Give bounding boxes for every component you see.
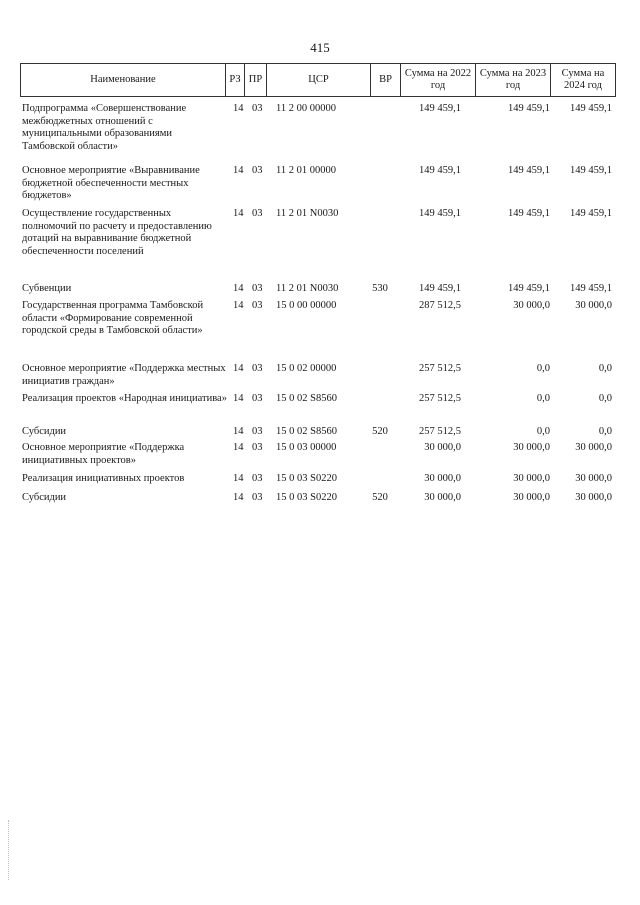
- row-sum-2023: 0,0: [536, 426, 550, 437]
- row-name: Субвенции: [22, 283, 72, 294]
- row-name: Основное мероприятие «Выравнивание бюджетной обеспеченности местных бюджетов»: [22, 165, 200, 201]
- row-name: Реализация инициативных проектов: [22, 473, 185, 484]
- row-sum-2023: 0,0: [536, 393, 550, 404]
- row-sum-2024: 149 459,1: [570, 208, 612, 219]
- row-name: Основное мероприятие «Поддержка местных инициатив граждан»: [22, 363, 226, 387]
- row-pr: 03: [252, 165, 263, 176]
- row-sum-2022: 30 000,0: [424, 473, 461, 484]
- header-rz: РЗ: [226, 64, 245, 97]
- header-name: Наименование: [21, 64, 226, 97]
- row-sum-2023: 0,0: [536, 363, 550, 374]
- row-rz: 14: [233, 208, 244, 219]
- row-sum-2024: 0,0: [598, 393, 612, 404]
- row-sum-2022: 257 512,5: [419, 426, 461, 437]
- row-rz: 14: [233, 426, 244, 437]
- row-sum-2022: 30 000,0: [424, 492, 461, 503]
- row-sum-2023: 30 000,0: [513, 492, 550, 503]
- row-sum-2024: 149 459,1: [570, 103, 612, 114]
- header-sum-2022: Сумма на 2022 год: [401, 64, 476, 97]
- row-name: Субсидии: [22, 426, 67, 437]
- row-csr: 11 2 01 N0030: [276, 208, 339, 219]
- row-sum-2022: 149 459,1: [419, 103, 461, 114]
- row-name: Основное мероприятие «Поддержка инициативных проектов»: [22, 442, 185, 466]
- row-sum-2022: 257 512,5: [419, 363, 461, 374]
- row-pr: 03: [252, 492, 263, 503]
- row-rz: 14: [233, 300, 244, 311]
- header-csr: ЦСР: [267, 64, 371, 97]
- row-vr: 530: [372, 283, 388, 294]
- header-sum-2024: Сумма на 2024 год: [551, 64, 616, 97]
- row-csr: 15 0 02 S8560: [276, 426, 337, 437]
- row-vr: 520: [372, 492, 388, 503]
- row-sum-2023: 30 000,0: [513, 442, 550, 453]
- row-name: Осуществление государственных полномочий по расчету и предоставлению дотаций на выравнивание бюджетной обеспеченности поселений: [22, 208, 212, 257]
- row-csr: 15 0 03 00000: [276, 442, 337, 453]
- row-name: Подпрограмма «Совершенствование межбюджетных отношений с муниципальными образованиями Тамбовской области»: [22, 103, 187, 152]
- row-sum-2022: 30 000,0: [424, 442, 461, 453]
- header-vr: ВР: [371, 64, 401, 97]
- row-csr: 15 0 03 S0220: [276, 492, 337, 503]
- header-sum-2023: Сумма на 2023 год: [476, 64, 551, 97]
- row-sum-2024: 30 000,0: [575, 473, 612, 484]
- row-sum-2022: 149 459,1: [419, 283, 461, 294]
- row-sum-2024: 0,0: [598, 426, 612, 437]
- row-name: Субсидии: [22, 492, 67, 503]
- row-sum-2022: 149 459,1: [419, 165, 461, 176]
- row-csr: 15 0 03 S0220: [276, 473, 337, 484]
- row-name: Государственная программа Тамбовской области «Формирование современной городской среды в Тамбовской области»: [22, 300, 204, 336]
- row-rz: 14: [233, 492, 244, 503]
- row-csr: 15 0 00 00000: [276, 300, 337, 311]
- budget-table-header: [20, 63, 616, 97]
- row-sum-2024: 30 000,0: [575, 442, 612, 453]
- row-pr: 03: [252, 473, 263, 484]
- row-pr: 03: [252, 442, 263, 453]
- row-rz: 14: [233, 363, 244, 374]
- row-pr: 03: [252, 393, 263, 404]
- row-rz: 14: [233, 473, 244, 484]
- row-sum-2023: 30 000,0: [513, 300, 550, 311]
- scan-edge-mark: [8, 820, 10, 880]
- row-vr: 520: [372, 426, 388, 437]
- row-pr: 03: [252, 363, 263, 374]
- row-csr: 15 0 02 S8560: [276, 393, 337, 404]
- row-csr: 15 0 02 00000: [276, 363, 337, 374]
- row-rz: 14: [233, 165, 244, 176]
- row-sum-2024: 30 000,0: [575, 300, 612, 311]
- page-number: 415: [310, 40, 330, 55]
- row-pr: 03: [252, 426, 263, 437]
- row-sum-2024: 0,0: [598, 363, 612, 374]
- row-sum-2022: 257 512,5: [419, 393, 461, 404]
- row-sum-2023: 30 000,0: [513, 473, 550, 484]
- row-sum-2022: 287 512,5: [419, 300, 461, 311]
- row-csr: 11 2 01 N0030: [276, 283, 339, 294]
- row-csr: 11 2 01 00000: [276, 165, 336, 176]
- row-sum-2022: 149 459,1: [419, 208, 461, 219]
- row-rz: 14: [233, 393, 244, 404]
- row-csr: 11 2 00 00000: [276, 103, 336, 114]
- row-name: Реализация проектов «Народная инициатива»: [22, 393, 227, 404]
- row-sum-2023: 149 459,1: [508, 103, 550, 114]
- row-sum-2024: 30 000,0: [575, 492, 612, 503]
- row-rz: 14: [233, 283, 244, 294]
- row-sum-2024: 149 459,1: [570, 283, 612, 294]
- header-pr: ПР: [245, 64, 267, 97]
- row-pr: 03: [252, 208, 263, 219]
- row-sum-2023: 149 459,1: [508, 283, 550, 294]
- row-pr: 03: [252, 300, 263, 311]
- row-rz: 14: [233, 103, 244, 114]
- row-sum-2024: 149 459,1: [570, 165, 612, 176]
- row-rz: 14: [233, 442, 244, 453]
- row-pr: 03: [252, 283, 263, 294]
- row-pr: 03: [252, 103, 263, 114]
- row-sum-2023: 149 459,1: [508, 208, 550, 219]
- row-sum-2023: 149 459,1: [508, 165, 550, 176]
